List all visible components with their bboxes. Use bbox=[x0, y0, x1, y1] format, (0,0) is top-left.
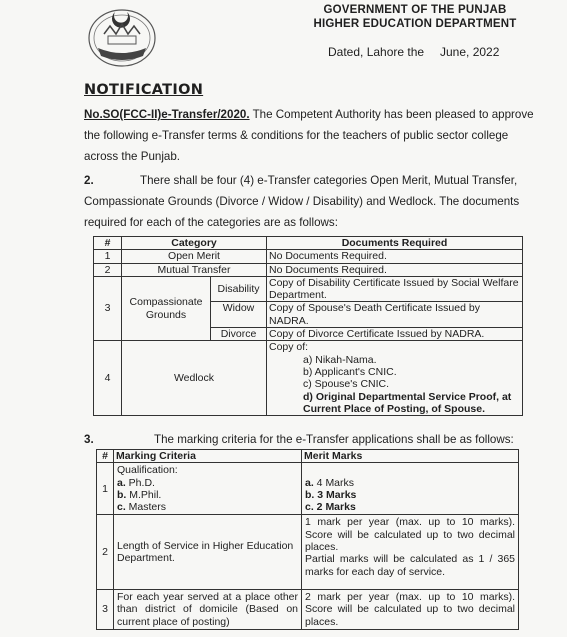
list-item: c. Masters bbox=[117, 501, 167, 514]
documents-list bbox=[269, 354, 520, 415]
row-number: 3 bbox=[94, 276, 122, 340]
department-line: HIGHER EDUCATION DEPARTMENT bbox=[313, 18, 517, 30]
row-number: 3 bbox=[97, 589, 114, 629]
subcategory-cell: Widow bbox=[211, 302, 267, 328]
table-row bbox=[94, 341, 523, 416]
table-row bbox=[94, 263, 523, 276]
paragraph-3 bbox=[84, 433, 514, 446]
letterhead bbox=[300, 3, 530, 31]
list-item: c) Spouse's CNIC. bbox=[303, 378, 390, 391]
criteria-cell bbox=[114, 463, 302, 515]
list-item: b) Applicant's CNIC. bbox=[303, 365, 397, 378]
row-number: 1 bbox=[97, 463, 114, 515]
marks-line: 1 mark per year (max. up to 10 marks). Score will be calculated up to two decimal places. bbox=[305, 516, 515, 554]
row-number: 2 bbox=[97, 515, 114, 589]
notification-reference: No.SO(FCC-II)e-Transfer/2020. bbox=[84, 108, 250, 121]
table-row bbox=[94, 250, 523, 263]
documents-intro: Copy of: bbox=[269, 341, 309, 354]
category-cell: Wedlock bbox=[122, 341, 267, 416]
documents-table bbox=[93, 236, 523, 416]
row-number: 4 bbox=[94, 341, 122, 416]
dated-label: Dated, Lahore the bbox=[328, 45, 425, 59]
list-item: a. 4 Marks bbox=[305, 476, 355, 489]
marks-line: Partial marks will be calculated as 1 / 365 marks for each day of service. bbox=[305, 553, 515, 578]
paragraph-2 bbox=[84, 170, 524, 233]
paragraph-1 bbox=[84, 104, 534, 167]
column-header: Documents Required bbox=[267, 237, 523, 250]
paragraph-2-line-3: required for each of the categories are as follows: bbox=[84, 216, 338, 229]
criteria-cell: Length of Service in Higher Education Department. bbox=[114, 515, 302, 589]
paragraph-3-text: The marking criteria for the e-Transfer applications shall be as follows: bbox=[154, 433, 514, 446]
marks-cell bbox=[302, 463, 519, 515]
paragraph-2-number: 2. bbox=[84, 174, 94, 187]
notification-title: NOTIFICATION bbox=[84, 82, 204, 98]
subcategory-cell: Divorce bbox=[211, 328, 267, 341]
documents-cell: Copy of Spouse's Death Certificate Issued by NADRA. bbox=[267, 302, 523, 328]
paragraph-2-line-2: Compassionate Grounds (Divorce / Widow / Disability) and Wedlock. The documents bbox=[84, 195, 520, 208]
documents-cell: Copy of Disability Certificate Issued by Social Welfare Department. bbox=[267, 276, 523, 302]
column-header: # bbox=[94, 237, 122, 250]
table-row bbox=[94, 276, 523, 302]
marks-cell bbox=[302, 515, 519, 589]
marks-cell: 2 mark per year (max. up to 10 marks). Score will be calculated up to two decimal places. bbox=[302, 589, 519, 629]
paragraph-2-line-1: There shall be four (4) e-Transfer categories Open Merit, Mutual Transfer, bbox=[140, 174, 518, 187]
government-line: GOVERNMENT OF THE PUNJAB bbox=[323, 4, 507, 16]
column-header: Category bbox=[122, 237, 267, 250]
category-cell: Mutual Transfer bbox=[122, 263, 267, 276]
paragraph-1-line-3: across the Punjab. bbox=[84, 150, 181, 163]
documents-cell: No Documents Required. bbox=[267, 263, 523, 276]
table-row bbox=[97, 515, 519, 589]
list-item: a. Ph.D. bbox=[117, 476, 155, 489]
dated-month: June, 2022 bbox=[440, 45, 500, 59]
table-header-row bbox=[94, 237, 523, 250]
column-header: # bbox=[97, 450, 114, 463]
list-item: a) Nikah-Nama. bbox=[303, 353, 377, 366]
documents-cell: No Documents Required. bbox=[267, 250, 523, 263]
table-row bbox=[97, 589, 519, 629]
list-item: b. M.Phil. bbox=[117, 488, 162, 501]
dated-line bbox=[328, 45, 500, 59]
category-cell: Compassionate Grounds bbox=[122, 276, 211, 340]
documents-cell: Copy of Divorce Certificate Issued by NADRA. bbox=[267, 328, 523, 341]
marking-criteria-table bbox=[96, 449, 519, 630]
list-item: b. 3 Marks bbox=[305, 488, 357, 501]
paragraph-1-line-1: The Competent Authority has been pleased to approve bbox=[249, 108, 534, 121]
category-cell: Open Merit bbox=[122, 250, 267, 263]
row-number: 1 bbox=[94, 250, 122, 263]
paragraph-3-number: 3. bbox=[84, 433, 94, 446]
column-header: Marking Criteria bbox=[114, 450, 302, 463]
paragraph-1-line-2: the following e-Transfer terms & conditions for the teachers of public sector college bbox=[84, 129, 509, 142]
table-row bbox=[97, 463, 519, 515]
column-header: Merit Marks bbox=[302, 450, 519, 463]
row-number: 2 bbox=[94, 263, 122, 276]
documents-cell bbox=[267, 341, 523, 416]
list-item: c. 2 Marks bbox=[305, 501, 356, 514]
criteria-cell: For each year served at a place other than district of domicile (Based on current place of posting) bbox=[114, 589, 302, 629]
punjab-government-emblem bbox=[86, 4, 158, 68]
table-header-row bbox=[97, 450, 519, 463]
subcategory-cell: Disability bbox=[211, 276, 267, 302]
criteria-intro: Qualification: bbox=[117, 464, 178, 477]
list-item: d) Original Departmental Service Proof, at Current Place of Posting, of Spouse. bbox=[303, 390, 512, 415]
